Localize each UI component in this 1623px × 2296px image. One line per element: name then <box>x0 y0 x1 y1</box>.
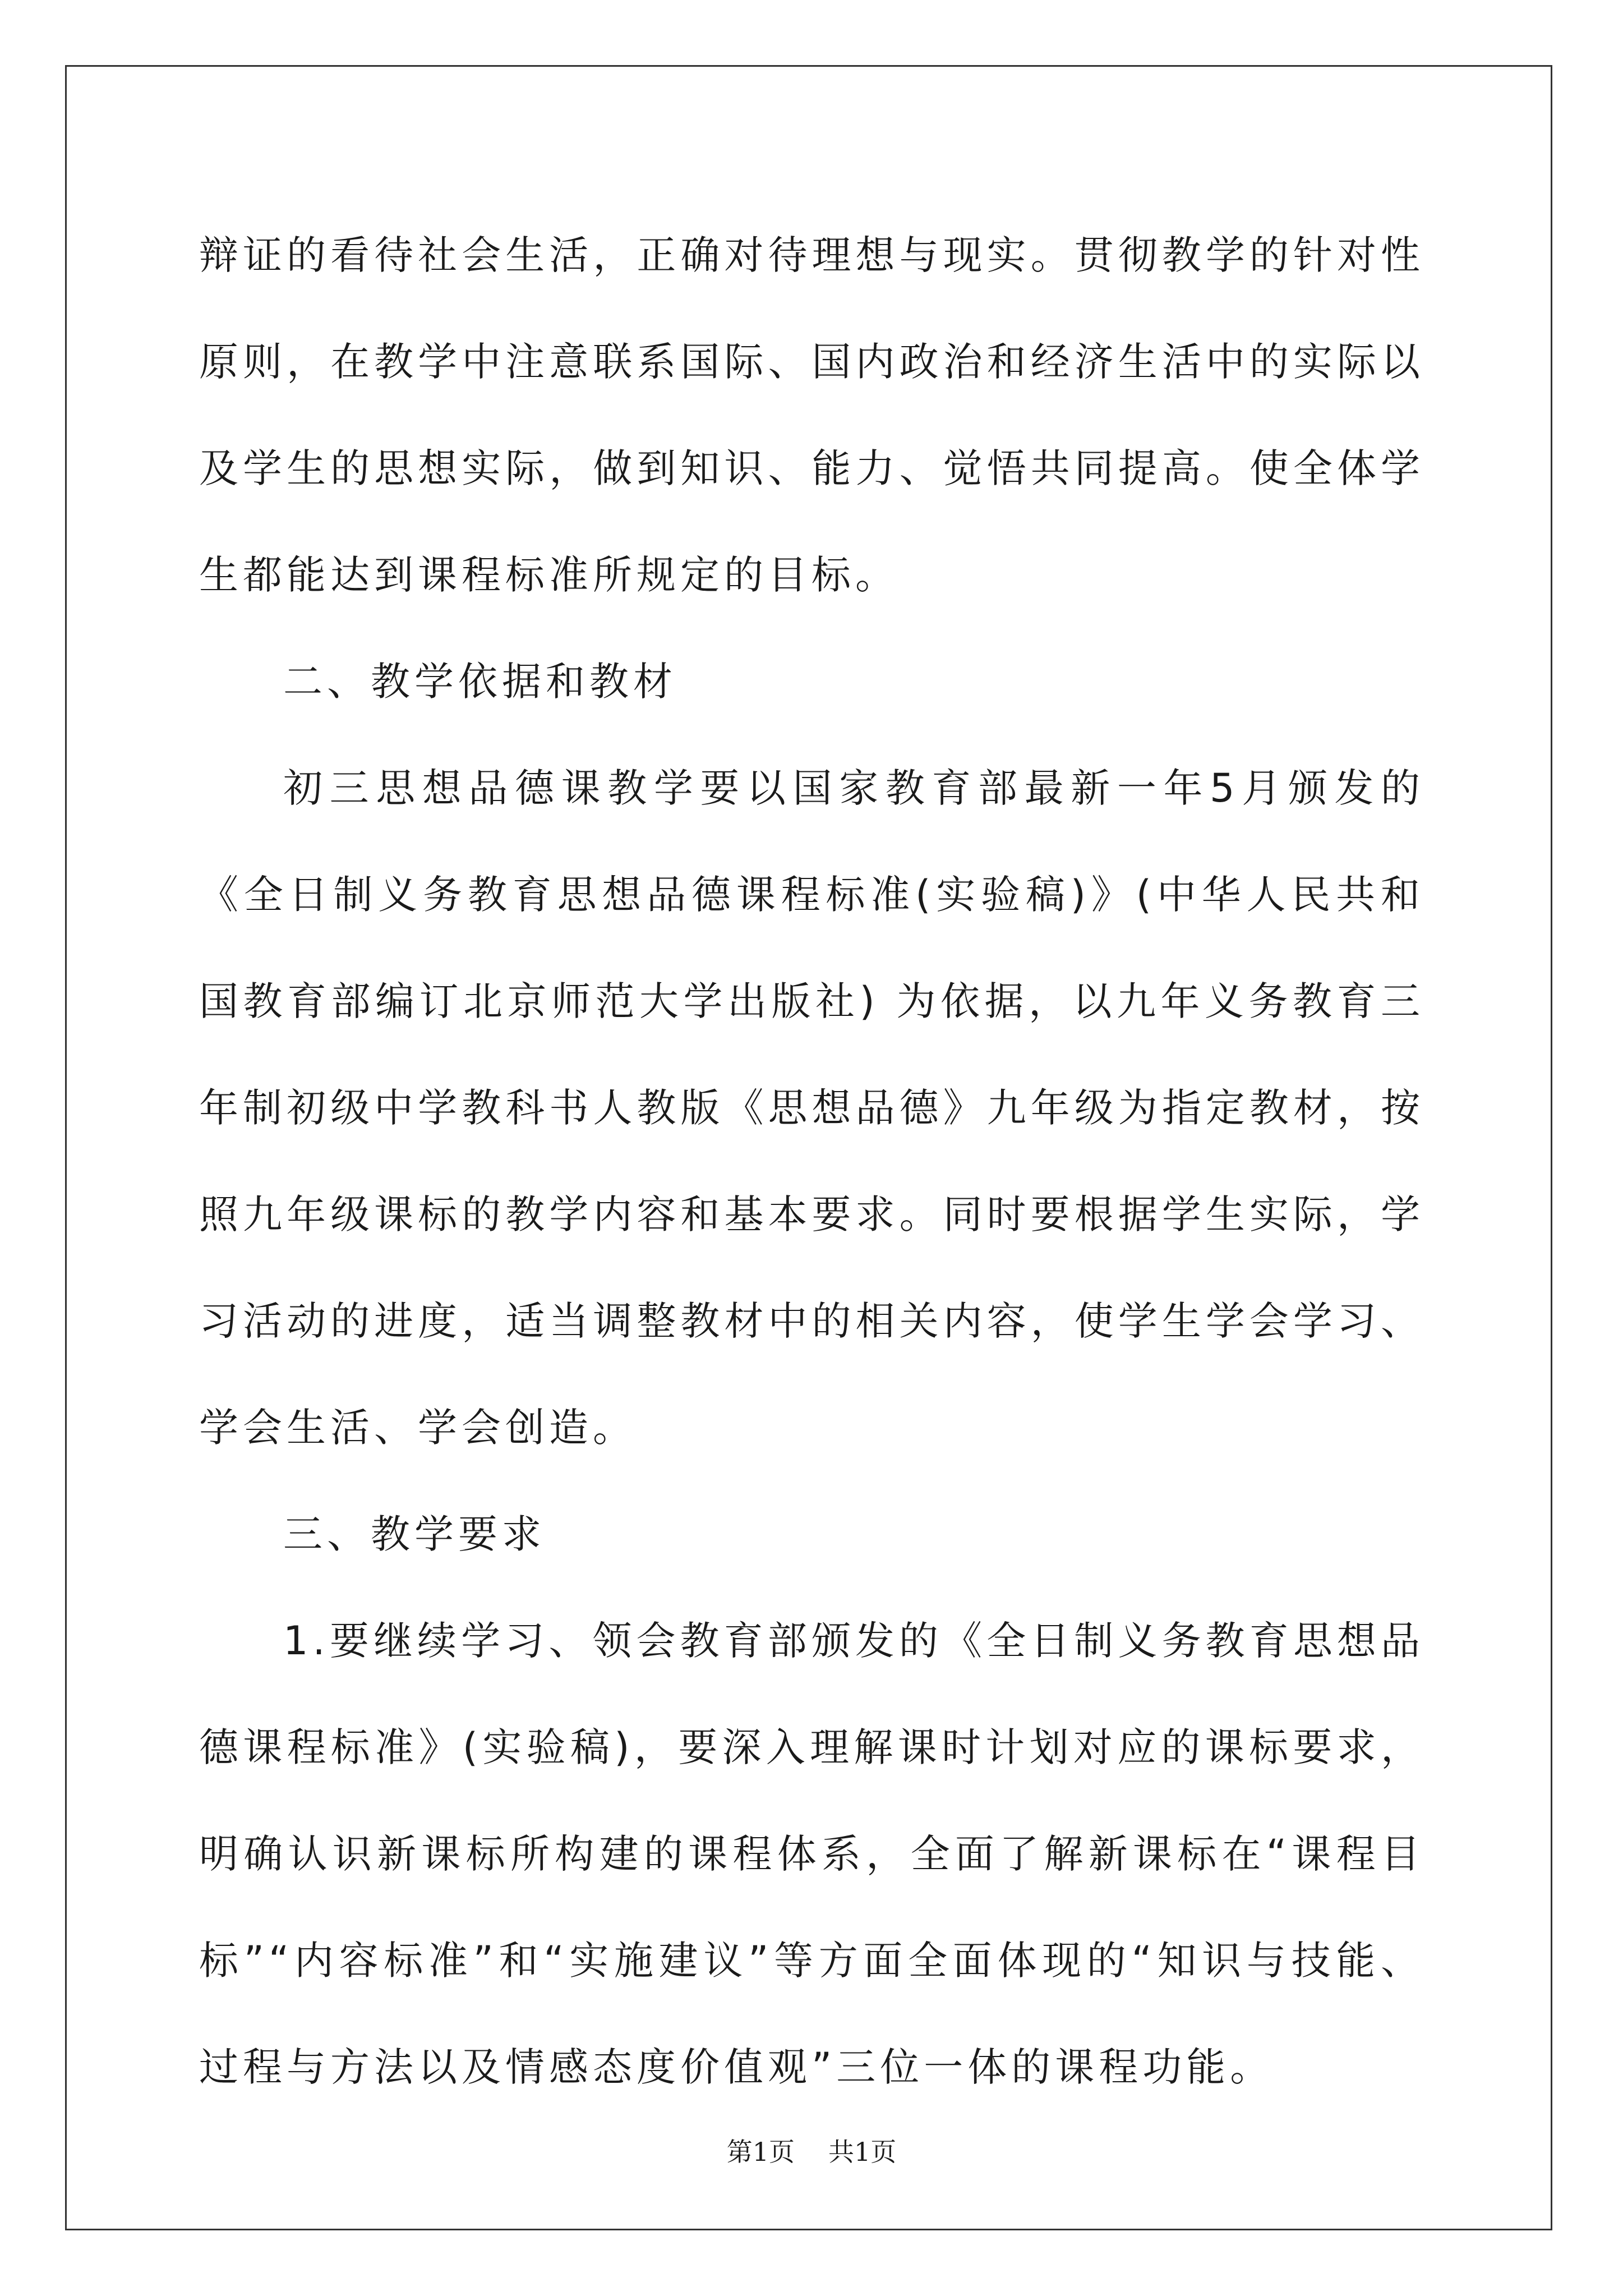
page-footer <box>0 2132 1623 2169</box>
paragraph-3: 初三思想品德课教学要以国家教育部最新一年5月颁发的《全日制义务教育思想品德课程标准(实验稿)》(中华人民共和国教育部编订北京师范大学出版社) 为依据，以九年义务教育三年制初级中学教科书人教版《思想品德》九年级为指定教材，按照九年级课标的教学内容和基本要求。同时要根据学生实际，学习活动的进度，适当调整教材中的相关内容，使学生学会学习、学会生活、学会创造。 <box>199 765 1424 1451</box>
document-body <box>199 202 1424 2120</box>
section-heading-3: 三、教学要求 <box>283 1511 546 1557</box>
page-number-total: 共1页 <box>828 2137 897 2167</box>
section-heading-2: 二、教学依据和教材 <box>283 659 677 705</box>
paragraph-1: 辩证的看待社会生活，正确对待理想与现实。贯彻教学的针对性原则，在教学中注意联系国际、国内政治和经济生活中的实际以及学生的思想实际，做到知识、能力、觉悟共同提高。使全体学生都能达到课程标准所规定的目标。 <box>199 232 1424 598</box>
page-number-current: 第1页 <box>726 2137 795 2167</box>
paragraph-5: 1.要继续学习、领会教育部颁发的《全日制义务教育思想品德课程标准》(实验稿)，要深入理解课时计划对应的课标要求，明确认识新课标所构建的课程体系，全面了解新课标在“课程目标”“内容标准”和“实施建议”等方面全面体现的“知识与技能、过程与方法以及情感态度价值观”三位一体的课程功能。 <box>199 1618 1424 2090</box>
